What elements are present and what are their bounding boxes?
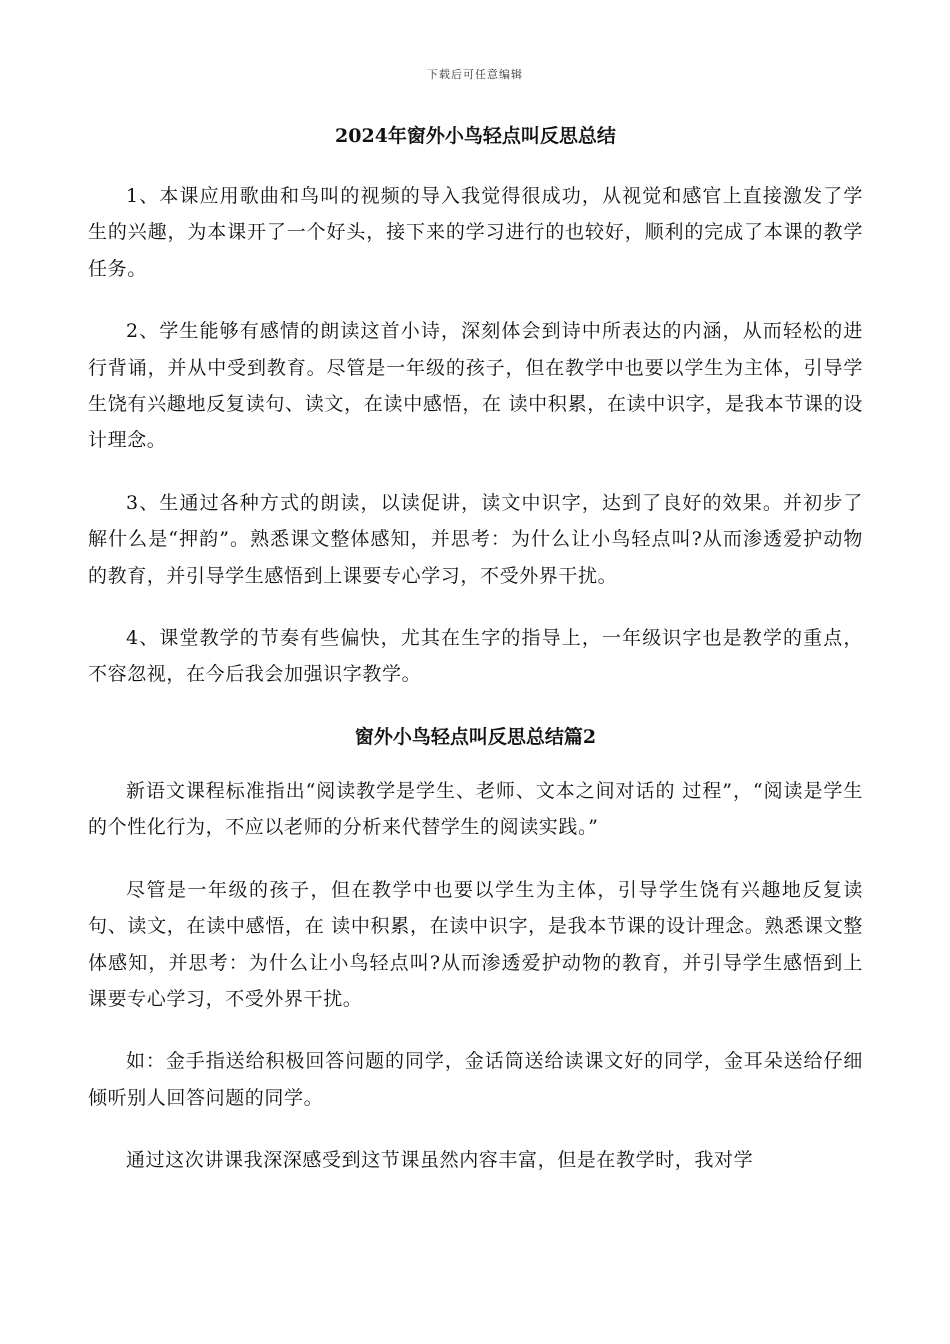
section-heading: 窗外小鸟轻点叫反思总结篇2 — [354, 725, 597, 748]
document-body — [88, 118, 863, 1205]
paragraph: 2、学生能够有感情的朗读这首小诗，深刻体会到诗中所表达的内涵，从而轻松的进行背诵，并从中受到教育。尽管是一年级的孩子，但在教学中也要以学生为主体，引导学生饶有兴趣地反复读句、读文，在读中感悟，在 读中积累，在读中识字，是我本节课的设计理念。 — [88, 320, 863, 452]
paragraph: 尽管是一年级的孩子，但在教学中也要以学生为主体，引导学生饶有兴趣地反复读句、读文，在读中感悟，在 读中积累，在读中识字，是我本节课的设计理念。熟悉课文整体感知，并思考：为什么让小鸟轻点叫?从而渗透爱护动物的教育，并引导学生感悟到上课要专心学习，不受外界干扰。 — [88, 878, 863, 1010]
paragraph: 4、课堂教学的节奏有些偏快，尤其在生字的指导上，一年级识字也是教学的重点，不容忽视，在今后我会加强识字教学。 — [88, 627, 863, 686]
header-note: 下载后可任意编辑 — [427, 68, 523, 81]
paragraph: 1、本课应用歌曲和鸟叫的视频的导入我觉得很成功，从视觉和感官上直接激发了学生的兴趣，为本课开了一个好头，接下来的学习进行的也较好，顺利的完成了本课的教学任务。 — [88, 185, 863, 280]
paragraph: 通过这次讲课我深深感受到这节课虽然内容丰富，但是在教学时，我对学 — [126, 1149, 754, 1172]
paragraph: 3、生通过各种方式的朗读，以读促讲，读文中识字，达到了良好的效果。并初步了解什么是“押韵”。熟悉课文整体感知，并思考：为什么让小鸟轻点叫?从而渗透爱护动物的教育，并引导学生感悟到上课要专心学习，不受外界干扰。 — [88, 491, 863, 587]
paragraph: 如：金手指送给积极回答问题的同学，金话筒送给读课文好的同学，金耳朵送给仔细倾听别人回答问题的同学。 — [88, 1050, 863, 1109]
document-title: 2024年窗外小鸟轻点叫反思总结 — [335, 125, 616, 147]
paragraph: 新语文课程标准指出“阅读教学是学生、老师、文本之间对话的 过程”，“阅读是学生的个性化行为，不应以老师的分析来代替学生的阅读实践。” — [88, 779, 863, 839]
